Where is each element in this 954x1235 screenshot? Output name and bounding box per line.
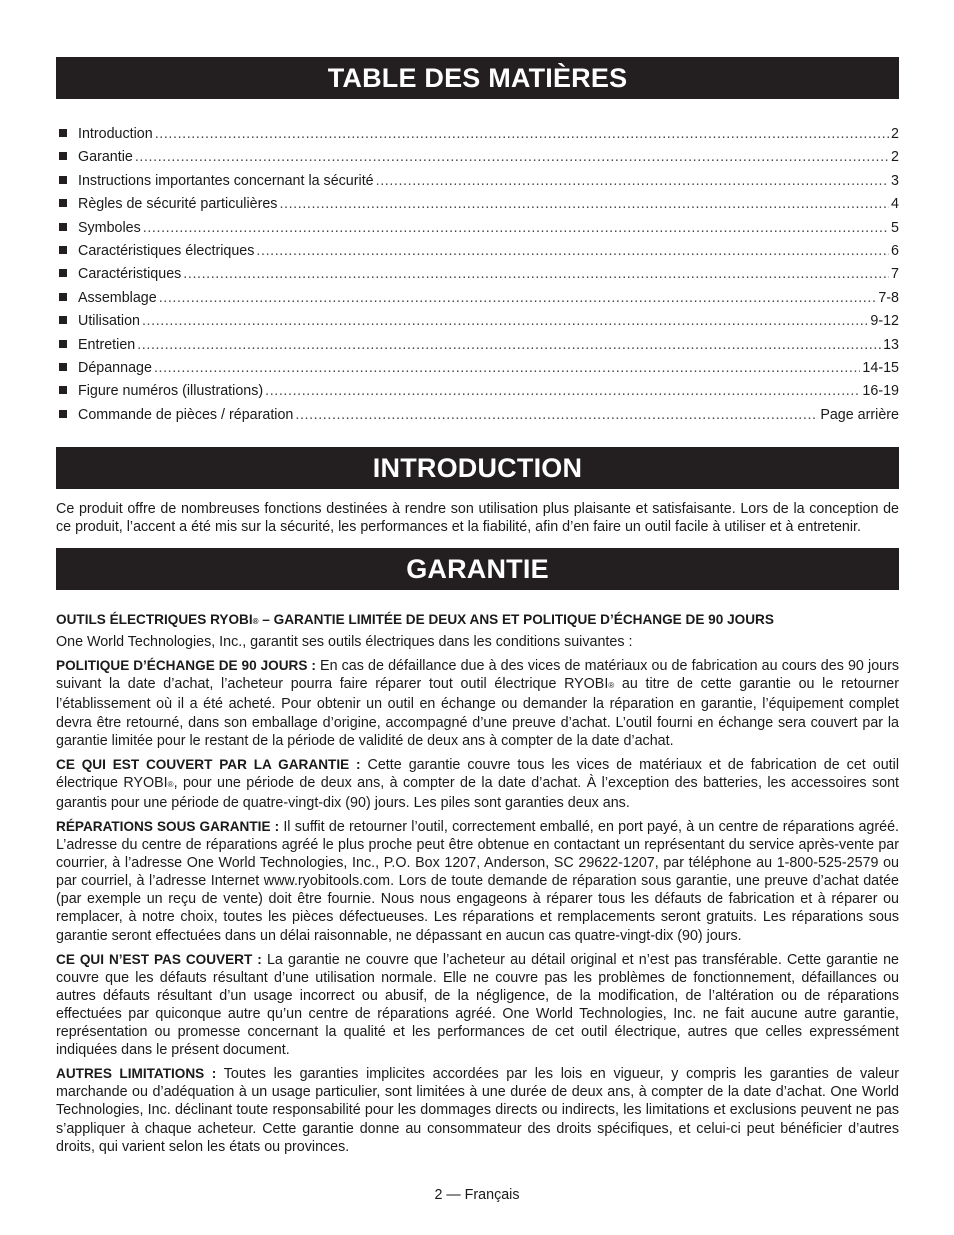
toc-item-page: 5 [891,219,899,236]
toc-item-page: 3 [891,172,899,189]
paragraph-text: Il suffit de retourner l’outil, correctement emballé, en port payé, à un centre de réparations agréé. L’adresse du centre de réparations agréé le plus proche peut être obtenue en contactant un représentant du service après-vente par courrier, à l’adresse One World Technologies, Inc., P.O. Box 1207, Anderson, SC 29622-1207, par téléphone au 1-800-525-2579 ou par courriel, à l’adresse Internet www.ryobitools.com. Lors de toute demande de réparation sous garantie, une preuve d’achat datée (par exemple un reçu de vente) doit être fournie. Nous nous engageons à réparer tous les défauts de fabrication et à réparer ou remplacer, à notre choix, toutes les pièces défectueuses. Les réparations et remplacements seront gratuits. Les réparations sous garantie seront effectuées dans un délai raisonnable, ne dépassant en aucun cas quatre-vingt-dix (90) jours. [56,819,899,944]
toc-item-label: Caractéristiques [78,266,182,283]
dot-leader [279,193,889,216]
toc-item-page: 16-19 [862,383,899,400]
square-bullet-icon [59,199,67,207]
square-bullet-icon [59,152,67,160]
dot-leader [154,357,860,380]
dot-leader [135,146,889,169]
square-bullet-icon [59,293,67,301]
toc-item-label: Utilisation [78,313,140,330]
dot-leader [265,380,860,403]
square-bullet-icon [59,410,67,418]
dot-leader [155,123,889,146]
toc-item-page: 9-12 [870,313,899,330]
introduction-title-banner: INTRODUCTION [56,447,899,489]
page-content [56,57,899,1162]
square-bullet-icon [59,316,67,324]
toc-item[interactable] [56,170,899,193]
toc-item[interactable] [56,193,899,216]
square-bullet-icon [59,340,67,348]
registered-mark: ® [252,617,259,627]
toc-item-page: 7 [891,266,899,283]
dot-leader [143,217,889,240]
toc-item-page: 7-8 [878,289,899,306]
toc-item-page: 6 [891,242,899,259]
toc-item[interactable] [56,310,899,333]
introduction-text: Ce produit offre de nombreuses fonctions destinées à rendre son utilisation plus plaisante et satisfaisante. Lors de la conception de ce produit, l’accent a été mis sur la sécurité, les performances et la fiabilité, afin d’en faire un outil facile à utiliser et à entretenir. [56,501,899,536]
square-bullet-icon [59,176,67,184]
garantie-body [56,590,899,1155]
toc-item-label: Figure numéros (illustrations) [78,383,264,400]
dot-leader [159,287,877,310]
toc-item-page: 2 [891,126,899,142]
toc-item[interactable] [56,240,899,263]
coverage-paragraph [56,756,899,812]
toc-item-label: Entretien [78,336,136,353]
table-of-contents [56,99,899,427]
toc-item[interactable] [56,217,899,240]
paragraph-label: CE QUI EST COUVERT PAR LA GARANTIE : [56,756,361,772]
toc-item-page: 13 [883,336,899,353]
not-covered-paragraph [56,951,899,1060]
dot-leader [137,334,881,357]
garantie-title-banner: GARANTIE [56,548,899,590]
toc-item-label: Symboles [78,219,141,236]
paragraph-text: La garantie ne couvre que l’acheteur au détail original et n’est pas transférable. Cette garantie ne couvre que les défauts résultant d’une utilisation normale. Elle ne couvre pas les problèmes de fonctionnement, défaillances ou autres défauts résultant d’un usage incorrect ou abusif, de la négligence, de la modification, de l’altération ou de réparations effectuées par quiconque autre qu’un centre de réparations agréé. One World Technologies, Inc. ne fait aucune autre garantie, représentation ou promesse concernant la qualité et les performances de cet outil électrique, autres que celles expressément indiquées dans le présent document. [56,951,899,1059]
warranty-repairs-paragraph [56,818,899,945]
toc-item-label: Introduction [78,126,153,142]
toc-item-label: Assemblage [78,289,157,306]
dot-leader [256,240,889,263]
toc-item-label: Commande de pièces / réparation [78,406,294,423]
paragraph-label: CE QUI N’EST PAS COUVERT : [56,951,262,967]
toc-title-banner: TABLE DES MATIÈRES [56,57,899,99]
other-limitations-paragraph [56,1065,899,1155]
square-bullet-icon [59,363,67,371]
warranty-heading-brand: OUTILS ÉLECTRIQUES RYOBI [56,612,253,628]
toc-item[interactable] [56,123,899,146]
square-bullet-icon [59,386,67,394]
warranty-heading [56,611,899,631]
toc-item-label: Caractéristiques électriques [78,242,255,259]
toc-item-page: Page arrière [820,406,899,423]
paragraph-text: En cas de défaillance due à des vices de matériaux ou de fabrication au cours des 90 jours suivant la date d’achat, l’acheteur pourra faire réparer tout outil électrique RYOBI [56,658,900,693]
exchange-policy-paragraph [56,657,899,749]
registered-mark: ® [608,681,615,691]
warranty-heading-title: – GARANTIE LIMITÉE DE DEUX ANS ET POLITIQUE D’ÉCHANGE DE 90 JOURS [258,612,774,628]
toc-item[interactable] [56,287,899,310]
toc-item[interactable] [56,404,899,427]
warranty-intro-line: One World Technologies, Inc., garantit ses outils électriques dans les conditions suivantes : [56,634,633,651]
square-bullet-icon [59,269,67,277]
toc-item-label: Règles de sécurité particulières [78,196,278,213]
square-bullet-icon [59,246,67,254]
page-footer: 2 — Français [434,1187,520,1203]
toc-item-page: 4 [891,196,899,213]
paragraph-label: AUTRES LIMITATIONS : [56,1066,217,1082]
toc-item-label: Instructions importantes concernant la sécurité [78,172,374,189]
paragraph-text: au titre de cette garantie ou le retourner l’établissement où il a été acheté. Pour obtenir un outil en échange ou demander la réparation en garantie, l’équipement complet devra être retourné, dans son emballage d’origine, accompagné d’une preuve d’achat. L’outil fourni en échange sera couvert par la garantie limitée pour le restant de la période de validité de deux ans à compter de la date d’achat. [56,676,899,749]
toc-item-page: 2 [891,149,899,166]
dot-leader [183,263,889,286]
paragraph-label: RÉPARATIONS SOUS GARANTIE : [56,819,280,835]
toc-item-label: Dépannage [78,359,152,376]
paragraph-text: Cette garantie couvre tous les vices de matériaux et de fabrication de cet outil électrique RYOBI [56,756,899,791]
registered-mark: ® [167,779,174,789]
toc-item[interactable] [56,146,899,169]
paragraph-text: Toutes les garanties implicites accordées par les lois en vigueur, y compris les garanties de valeur marchande ou d’adéquation à un usage particulier, sont limitées à une durée de deux ans, à compter de la date d’achat. One World Technologies, Inc. déclinant toute responsabilité pour les dommages directs ou indirects, les limitations et exclusions peuvent ne pas s’appliquer à chaque acheteur. Cette garantie donne au consommateur des droits spécifiques, et celui-ci peut bénéficier d’autres droits, qui varient selon les états ou provinces. [56,1066,899,1155]
toc-item-page: 14-15 [862,359,899,376]
toc-item[interactable] [56,263,899,286]
paragraph-label: POLITIQUE D’ÉCHANGE DE 90 JOURS : [56,658,316,674]
dot-leader [376,170,889,193]
dot-leader [142,310,868,333]
toc-item[interactable] [56,357,899,380]
paragraph-text: , pour une période de deux ans, à compter de la date d’achat. À l’exception des batteries, les accessoires sont garantis pour une période de quatre-vingt-dix (90) jours. Les piles sont garanties deux ans. [56,774,899,811]
toc-item[interactable] [56,334,899,357]
dot-leader [295,404,818,427]
toc-item-label: Garantie [78,149,133,166]
square-bullet-icon [59,129,67,137]
toc-item[interactable] [56,380,899,403]
square-bullet-icon [59,223,67,231]
